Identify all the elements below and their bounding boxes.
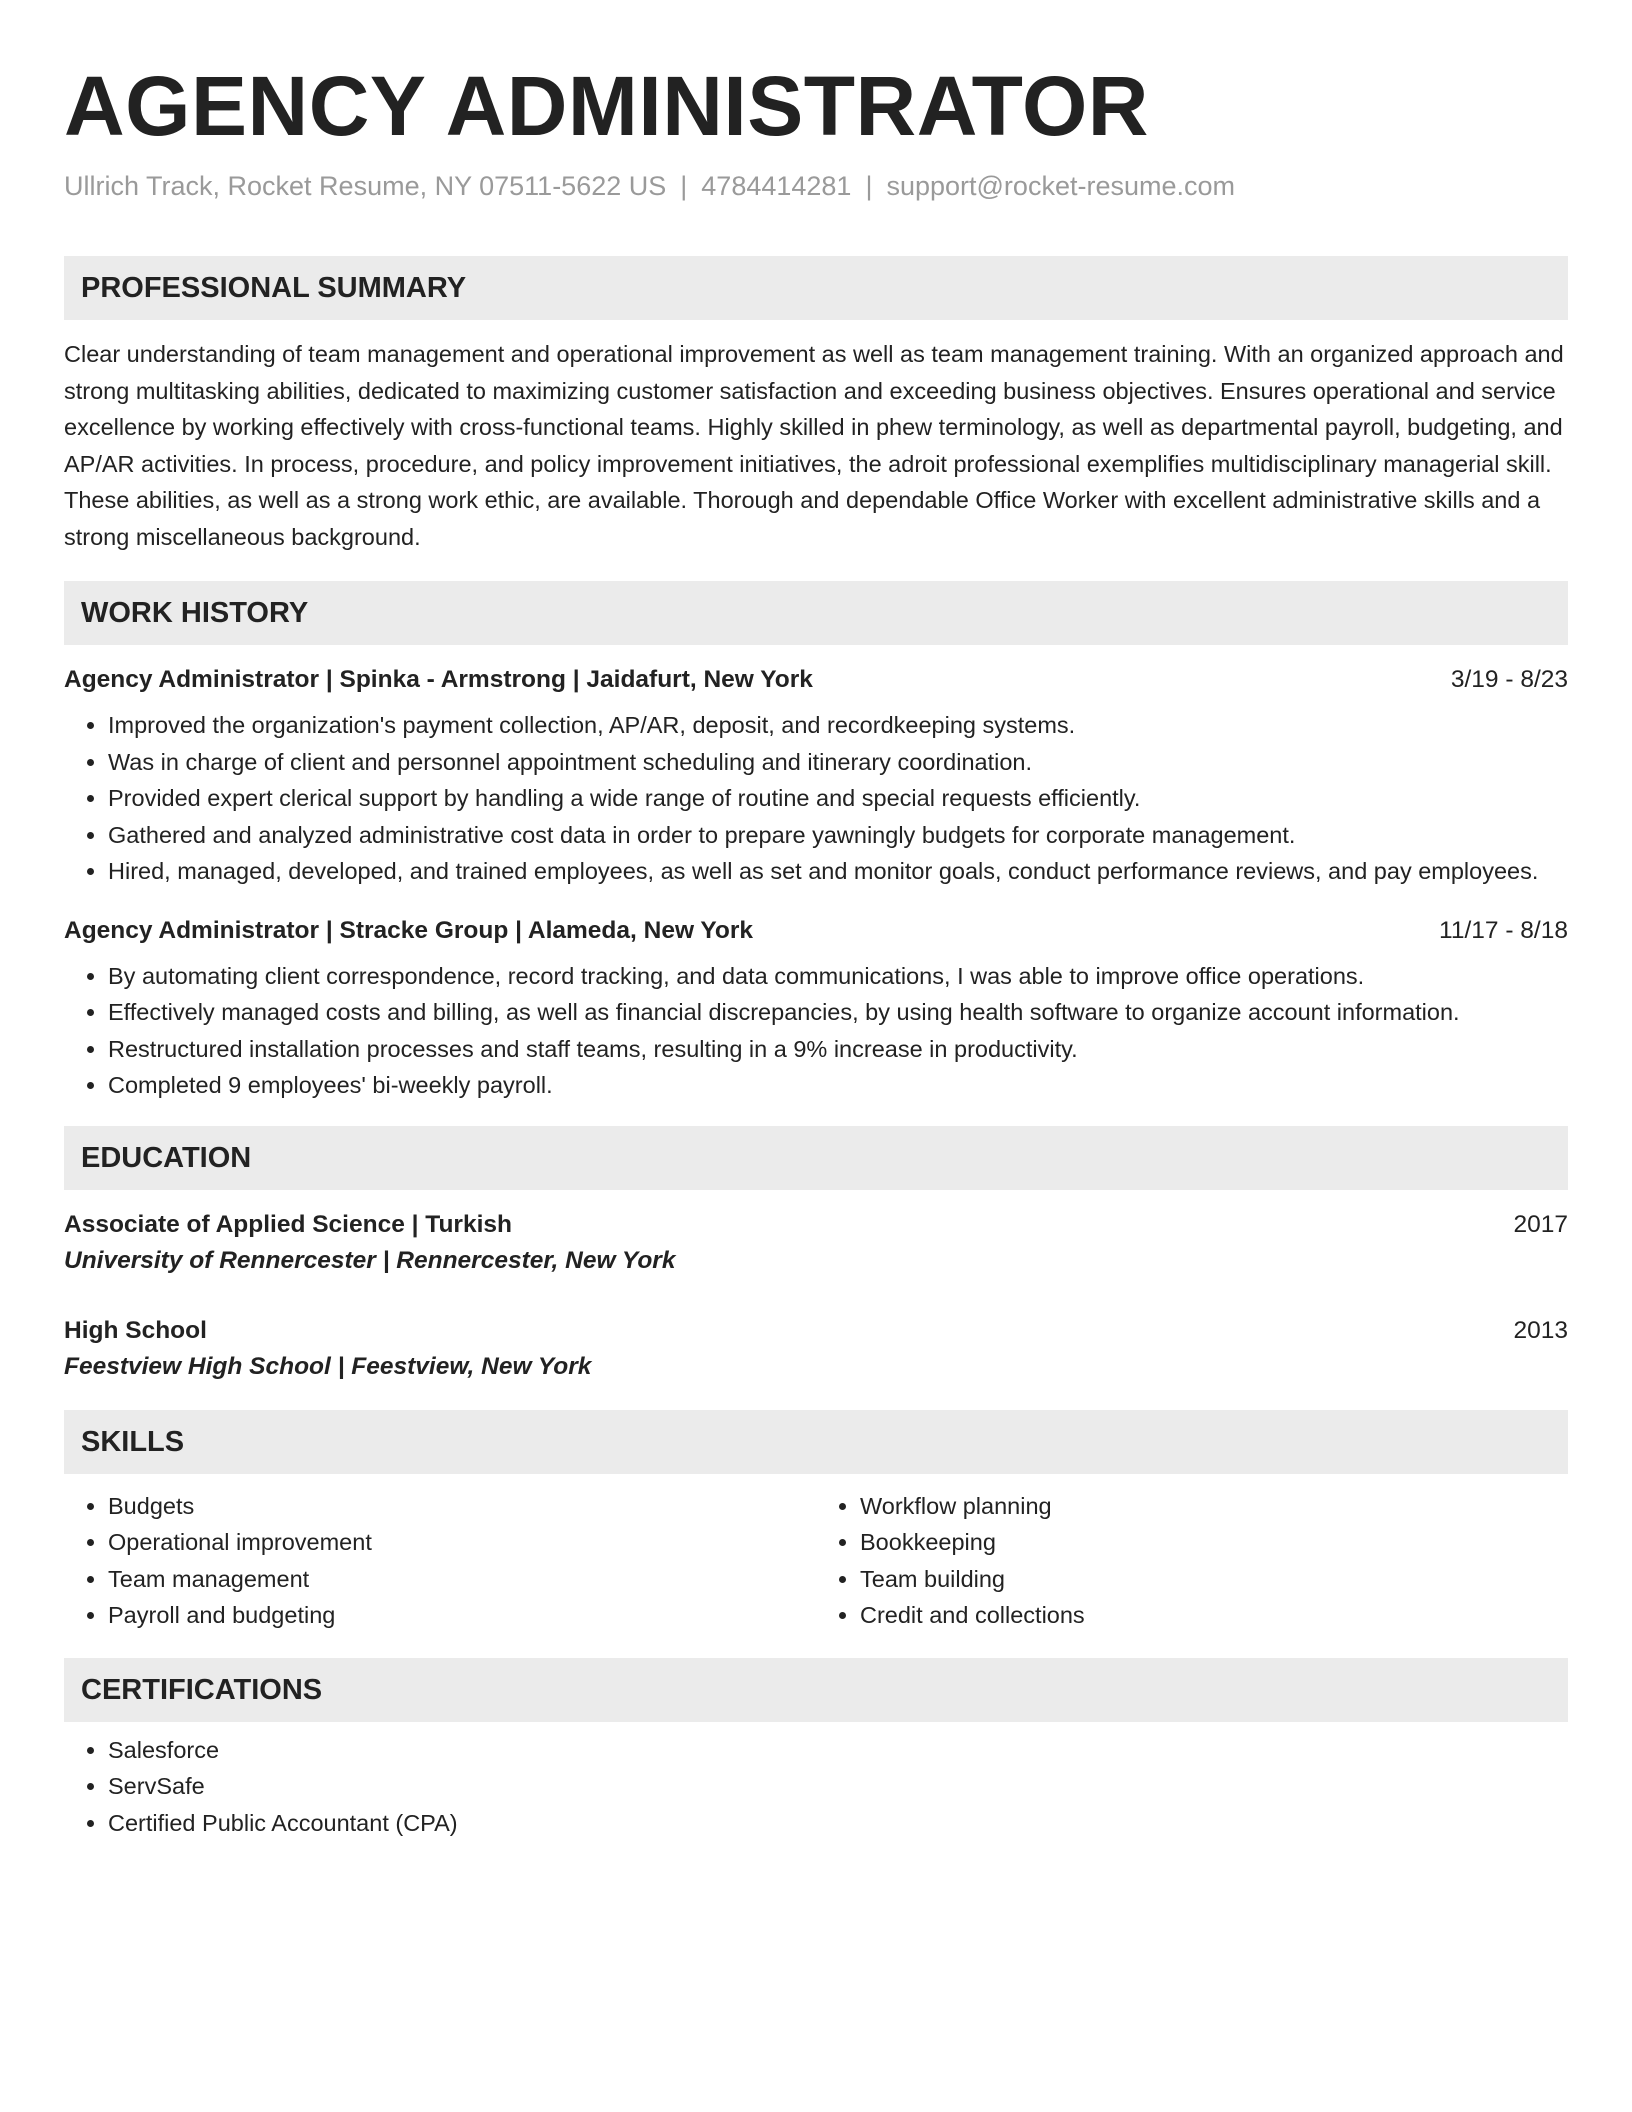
contact-separator: | xyxy=(680,171,688,201)
education-header xyxy=(64,1208,1568,1242)
job-entry xyxy=(64,663,1568,890)
skill-item: • Payroll and budgeting xyxy=(108,1597,816,1634)
certification-item: • Salesforce xyxy=(108,1732,1568,1769)
skill-item: • Workflow planning xyxy=(860,1488,1568,1525)
education-year: 2017 xyxy=(1513,1210,1568,1238)
certification-item: • Certified Public Accountant (CPA) xyxy=(108,1805,1568,1842)
skill-item: • Credit and collections xyxy=(860,1597,1568,1634)
job-bullet: • Gathered and analyzed administrative cost data in order to prepare yawningly budgets for corporate management. xyxy=(108,817,1568,854)
resume-name: AGENCY ADMINISTRATOR xyxy=(64,59,1149,153)
job-bullet: • Was in charge of client and personnel appointment scheduling and itinerary coordination. xyxy=(108,744,1568,781)
job-entry xyxy=(64,914,1568,1104)
section-header-education: EDUCATION xyxy=(64,1126,1568,1190)
education-year: 2013 xyxy=(1513,1316,1568,1344)
job-bullet: • Provided expert clerical support by handling a wide range of routine and special requests efficiently. xyxy=(108,780,1568,817)
summary-text: Clear understanding of team management and operational improvement as well as team management training. With an organized approach and strong multitasking abilities, dedicated to maximizing customer satisfaction and exceeding business objectives. Ensures operational and service excellence by working effectively with cross-functional teams. Highly skilled in phew terminology, as well as departmental payroll, budgeting, and AP/AR activities. In process, procedure, and policy improvement initiatives, the adroit professional exemplifies multidisciplinary managerial skill. These abilities, as well as a strong work ethic, are available. Thorough and dependable Office Worker with excellent administrative skills and a strong miscellaneous background. xyxy=(64,341,1564,550)
skills-column-right xyxy=(816,1488,1568,1634)
skill-item: • Team management xyxy=(108,1561,816,1598)
job-bullet: • Effectively managed costs and billing, as well as financial discrepancies, by using health software to organize account information. xyxy=(108,994,1568,1031)
job-bullet: • Hired, managed, developed, and trained employees, as well as set and monitor goals, conduct performance reviews, and pay employees. xyxy=(108,853,1568,890)
education-degree: High School xyxy=(64,1316,207,1344)
job-bullet: • Restructured installation processes and staff teams, resulting in a 9% increase in productivity. xyxy=(108,1031,1568,1068)
job-bullet: • Improved the organization's payment collection, AP/AR, deposit, and recordkeeping systems. xyxy=(108,707,1568,744)
contact-email: support@rocket-resume.com xyxy=(886,171,1235,201)
job-title: Agency Administrator | Stracke Group | Alameda, New York xyxy=(64,916,754,944)
education-degree: Associate of Applied Science | Turkish xyxy=(64,1210,512,1238)
skill-item: • Bookkeeping xyxy=(860,1524,1568,1561)
education-entry xyxy=(64,1208,1568,1280)
certification-item: • ServSafe xyxy=(108,1768,1568,1805)
contact-phone: 4784414281 xyxy=(701,171,852,201)
job-title: Agency Administrator | Spinka - Armstrong | Jaidafurt, New York xyxy=(64,666,813,693)
skills-list xyxy=(64,1488,1568,1634)
job-header xyxy=(64,914,1568,948)
skill-item: • Team building xyxy=(860,1561,1568,1598)
job-bullets xyxy=(64,958,1568,1104)
skill-item: • Budgets xyxy=(108,1488,816,1525)
certifications-list xyxy=(64,1732,1568,1842)
education-entry xyxy=(64,1314,1568,1386)
job-header xyxy=(64,663,1568,697)
contact-line xyxy=(64,168,1568,204)
job-bullet: • By automating client correspondence, record tracking, and data communications, I was able to improve office operations. xyxy=(108,958,1568,995)
section-header-skills: SKILLS xyxy=(64,1410,1568,1474)
job-dates: 11/17 - 8/18 xyxy=(1439,916,1568,944)
job-dates: 3/19 - 8/23 xyxy=(1450,666,1568,693)
education-school: Feestview High School | Feestview, New York xyxy=(64,1352,592,1380)
skill-item: • Operational improvement xyxy=(108,1524,816,1561)
education-school: University of Rennercester | Rennercester, New York xyxy=(64,1246,676,1274)
section-header-work-history: WORK HISTORY xyxy=(64,581,1568,645)
job-bullets xyxy=(64,707,1568,890)
job-bullet: • Completed 9 employees' bi-weekly payroll. xyxy=(108,1067,1568,1104)
section-header-summary: PROFESSIONAL SUMMARY xyxy=(64,256,1568,320)
section-header-certifications: CERTIFICATIONS xyxy=(64,1658,1568,1722)
skills-column-left xyxy=(64,1488,816,1634)
education-header xyxy=(64,1314,1568,1348)
contact-separator: | xyxy=(865,171,873,201)
contact-address: Ullrich Track, Rocket Resume, NY 07511-5622 US xyxy=(64,171,667,201)
